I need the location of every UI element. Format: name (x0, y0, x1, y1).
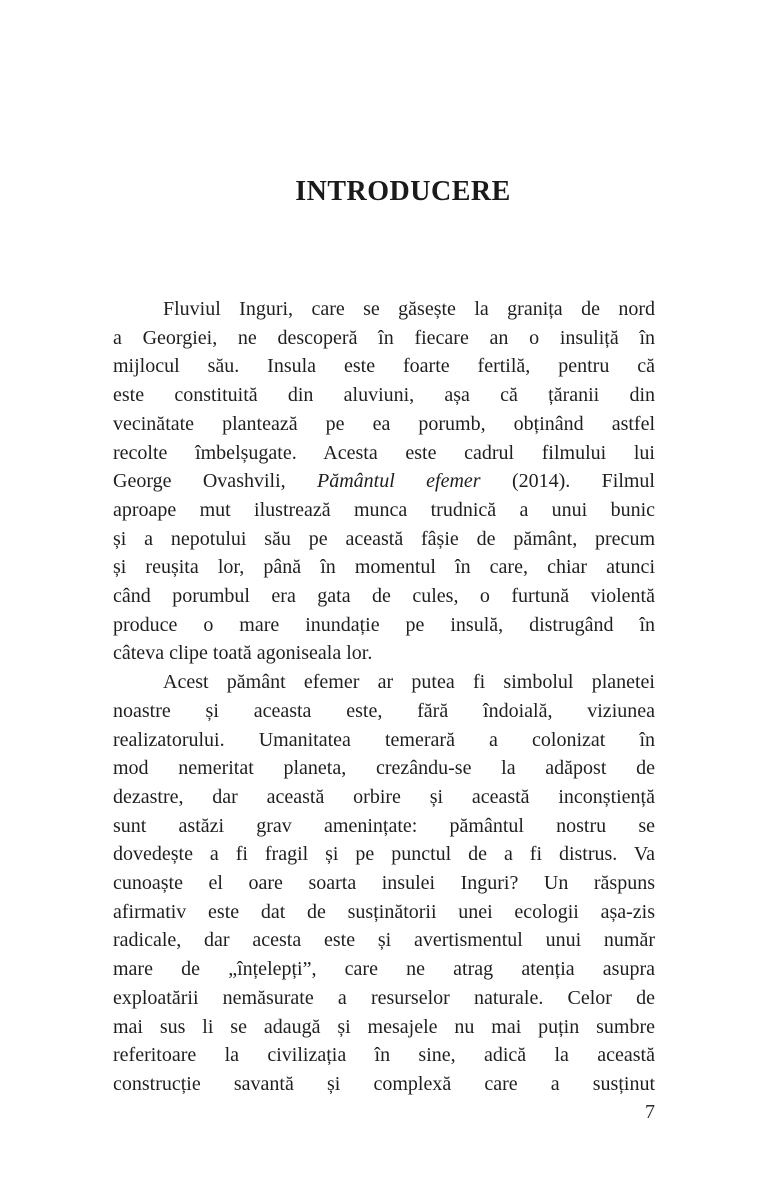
text-line (113, 812, 655, 841)
text-line (113, 611, 655, 640)
text-segment: noastre și aceasta este, fără îndoială, viziunea (113, 699, 655, 722)
text-segment: vecinătate plantează pe ea porumb, obținând astfel (113, 412, 655, 435)
text-line (113, 324, 655, 353)
text-segment: exploatării nemăsurate a resurselor naturale. Celor de (113, 986, 655, 1009)
text-segment: dezastre, dar această orbire și această inconștiență (113, 785, 655, 808)
text-segment: câteva clipe toată agoniseala lor. (113, 642, 373, 665)
text-line (113, 697, 655, 726)
body-text (113, 295, 655, 1099)
text-line (113, 467, 655, 496)
text-segment: produce o mare inundație pe insulă, distrugând în (113, 613, 655, 636)
text-segment: când porumbul era gata de cules, o furtună violentă (113, 585, 655, 608)
text-line (113, 726, 655, 755)
text-line (113, 496, 655, 525)
text-line (113, 381, 655, 410)
text-line (113, 869, 655, 898)
text-segment: mai sus li se adaugă și mesajele nu mai puțin sumbre (113, 1015, 655, 1038)
film-title-italic: Pământul efemer (317, 470, 481, 493)
text-segment: dovedește a fi fragil și pe punctul de a fi distrus. Va (113, 843, 655, 866)
chapter-title: INTRODUCERE (295, 176, 511, 207)
text-segment: afirmativ este dat de susținătorii unei ecologii așa-zis (113, 900, 655, 923)
text-segment: este constituită din aluviuni, așa că țăranii din (113, 384, 655, 407)
paragraph (113, 668, 655, 1099)
text-segment: (2014). Filmul (480, 470, 655, 493)
text-line (113, 439, 655, 468)
text-line (113, 525, 655, 554)
text-segment: Acest pământ efemer ar putea fi simbolul planetei (163, 671, 655, 694)
text-line (113, 668, 655, 697)
text-segment: mare de „înțelepți”, care ne atrag atenția asupra (113, 958, 655, 981)
text-line (113, 295, 655, 324)
text-segment: și a nepotului său pe această fâșie de pământ, precum (113, 527, 655, 550)
text-segment: cunoaște el oare soarta insulei Inguri? Un răspuns (113, 872, 655, 895)
text-line (113, 754, 655, 783)
text-segment: referitoare la civilizația în sine, adică la această (113, 1044, 655, 1067)
text-segment: mijlocul său. Insula este foarte fertilă, pentru că (113, 355, 655, 378)
text-line (113, 352, 655, 381)
text-line (113, 582, 655, 611)
text-segment: a Georgiei, ne descoperă în fiecare an o insuliță în (113, 326, 655, 349)
text-line (113, 1041, 655, 1070)
text-segment: radicale, dar acesta este și avertismentul unui număr (113, 929, 655, 952)
text-segment: realizatorului. Umanitatea temerară a colonizat în (113, 728, 655, 751)
text-line (113, 639, 655, 668)
text-line (113, 783, 655, 812)
text-line (113, 840, 655, 869)
text-segment: George Ovashvili, (113, 470, 318, 493)
text-segment: recolte îmbelșugate. Acesta este cadrul filmului lui (113, 441, 655, 464)
paragraph (113, 295, 655, 668)
text-line (113, 1013, 655, 1042)
text-line (113, 898, 655, 927)
text-line (113, 553, 655, 582)
text-line (113, 955, 655, 984)
text-line (113, 410, 655, 439)
text-line (113, 984, 655, 1013)
text-segment: sunt astăzi grav amenințate: pământul nostru se (113, 814, 655, 837)
text-segment: mod nemeritat planeta, crezându-se la adăpost de (113, 757, 655, 780)
page-number: 7 (645, 1101, 655, 1123)
text-segment: Fluviul Inguri, care se găsește la granița de nord (163, 298, 655, 320)
text-line (113, 926, 655, 955)
text-segment: și reușita lor, până în momentul în care, chiar atunci (113, 556, 655, 579)
text-segment: aproape mut ilustrează munca trudnică a unui bunic (113, 498, 655, 521)
text-line (113, 1070, 655, 1099)
text-segment: construcție savantă și complexă care a susținut (113, 1072, 655, 1095)
